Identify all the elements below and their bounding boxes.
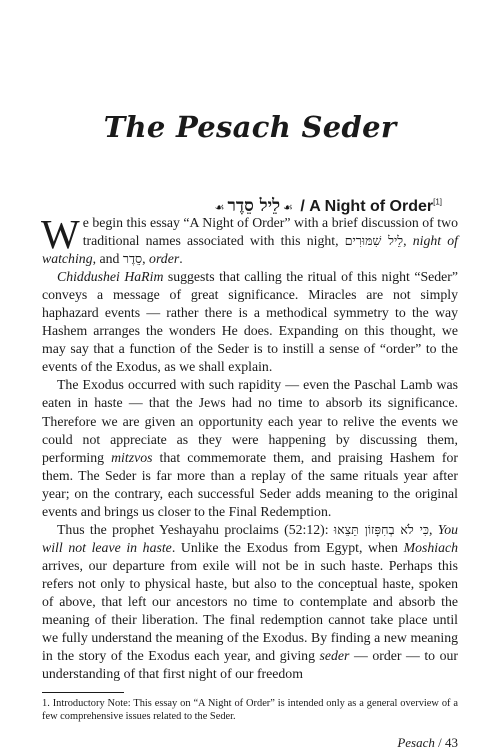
- drop-cap: W: [41, 211, 80, 257]
- italic-term: You will not leave in haste: [42, 521, 458, 555]
- footnote: 1. Introductory Note: This essay on “A Night of Order” is intended only as a general overview of a few comprehensive issues related to the Seder.: [42, 698, 458, 722]
- text-run: e begin this essay “A Night of Order” with a brief discussion of two traditional names associated with this night,: [82, 215, 458, 249]
- text-run: The Exodus occurred with such rapidity — even the Paschal Lamb was eaten in haste — that the Jews had no time to absorb its significance. Therefore we are given an opportunity each year to relive the events we could not appreciate as they were happening by discussing them, performing: [42, 377, 458, 465]
- text-run: suggests that calling the ritual of this night “Seder” conveys a message of great significance. Miracles are not simply haphazard events — rather there is a methodical symmetry to the way Hashem arranges the wonders He does. Expanding on this thought, we may say that a function of the Seder is to instill a sense of “order” to the events of the Exodus, as we shall explain.: [42, 269, 458, 375]
- text-run: ,: [142, 251, 150, 267]
- footnote-reference: [1]: [433, 197, 442, 207]
- fleuron-right-icon: ☙: [283, 202, 293, 214]
- italic-term: Chiddushei HaRim: [57, 269, 164, 285]
- hebrew-word: סֵדֶר: [122, 251, 143, 267]
- page-title: The Pesach Seder: [103, 110, 397, 144]
- text-run: that commemorate them, and praising Hashem for them. The Seder is far more than a replay of the same rituals year after year; on the contrary, each successful Seder adds meaning to the original events and brings us closer to the Final Redemption.: [42, 449, 458, 519]
- text-run: .: [179, 251, 183, 267]
- page-number: 43: [445, 735, 458, 750]
- heading-text: / A Night of Order: [295, 198, 434, 215]
- hebrew-phrase: לֵיל שִׁמּוּרִים: [344, 233, 404, 249]
- hebrew-quote: כִּי לֹא בְחִפָּזוֹן תֵּצֵאוּ: [333, 521, 429, 537]
- text-run: ,: [428, 521, 438, 537]
- text-run: ,: [403, 233, 413, 249]
- italic-term: mitzvos: [111, 449, 153, 465]
- text-run: — order — to our understanding of that first night of our freedom: [42, 648, 459, 682]
- paragraph-2: [42, 268, 458, 376]
- heading-hebrew: לֵיל סֵדֶר: [227, 196, 281, 216]
- footer-book-title: Pesach: [397, 735, 435, 750]
- text-run: . Unlike the Exodus from Egypt, when: [171, 539, 404, 555]
- paragraph-1: [41, 211, 458, 268]
- body-text: [41, 211, 459, 683]
- fleuron-left-icon: ☙: [214, 202, 225, 214]
- italic-term: order: [149, 251, 180, 267]
- italic-term: seder: [319, 648, 350, 664]
- section-heading: [212, 196, 442, 216]
- running-footer: [397, 735, 458, 751]
- italic-term: night of watching: [42, 233, 458, 267]
- footer-separator: /: [434, 735, 445, 750]
- text-run: arrives, our departure from exile will not be in such haste. Perhaps this refers not only to physical haste, but also to the conceptual haste, spoken of above, that left our ancestors no time to contemplate and absorb the meaning of their liberation. The final redemption cannot take place until we fully understand the meaning of the Exodus. By finding a new meaning in the story of the Exodus each year, and giving: [42, 557, 458, 664]
- footnote-divider: [42, 692, 124, 693]
- paragraph-3: [42, 376, 458, 520]
- text-run: Thus the prophet Yeshayahu proclaims (52:12):: [57, 521, 334, 537]
- text-run: , and: [92, 251, 123, 267]
- paragraph-4: [42, 521, 458, 683]
- italic-term: Moshiach: [403, 539, 458, 555]
